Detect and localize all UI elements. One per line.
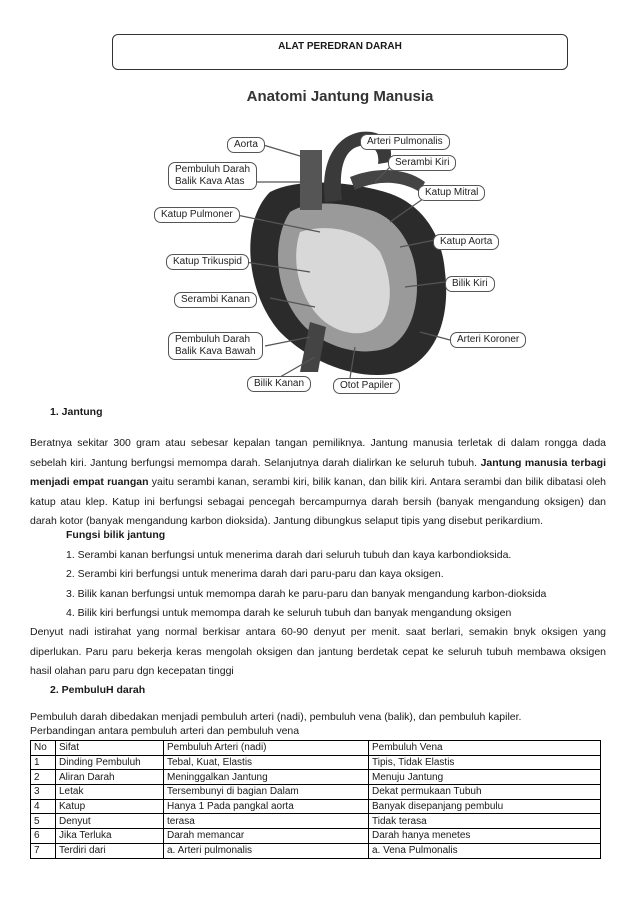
table-cell: Hanya 1 Pada pangkal aorta [164,799,369,814]
table-header-row [31,741,601,756]
table-row [31,770,601,785]
label-bilik-kanan: Bilik Kanan [247,376,311,392]
fungsi-heading: Fungsi bilik jantung [66,529,166,541]
fungsi-item: 4. Bilik kiri berfungsi untuk memompa darah ke seluruh tubuh dan banyak mengandung oksigen [66,607,512,619]
fungsi-item: 2. Serambi kiri berfungsi untuk menerima darah dari paru-paru dan kaya oksigen. [66,568,444,580]
table-cell: Jika Terluka [56,829,164,844]
label-katup-mitral: Katup Mitral [418,185,485,201]
label-pembuluh-kava-atas-line2: Balik Kava Atas [175,176,245,187]
table-cell: a. Vena Pulmonalis [369,843,601,858]
table-cell: Terdiri dari [56,843,164,858]
heart-anatomy-figure [150,82,530,398]
table-cell: Katup [56,799,164,814]
table-row [31,843,601,858]
table-cell: Tebal, Kuat, Elastis [164,755,369,770]
para1-text-a: Beratnya sekitar 300 gram atau sebesar kepalan tangan pemiliknya. Jantung manusia terletak di dalam rongga dada sebelah kiri. Jantung berfungsi memompa darah. Selanjutnya darah dialirkan ke seluruh tubuh. [30,437,606,469]
table-cell: Meninggalkan Jantung [164,770,369,785]
table-cell: Darah hanya menetes [369,829,601,844]
table-cell: Tersembunyi di bagian Dalam [164,785,369,800]
label-serambi-kiri: Serambi Kiri [388,155,456,171]
label-katup-pulmoner: Katup Pulmoner [154,207,240,223]
section-2-intro-line2: Perbandingan antara pembuluh arteri dan pembuluh vena [30,725,300,737]
figure-title: Anatomi Jantung Manusia [246,88,434,105]
table-cell: Dinding Pembuluh [56,755,164,770]
label-pembuluh-kava-bawah-line2: Balik Kava Bawah [175,346,256,357]
label-serambi-kanan: Serambi Kanan [174,292,257,308]
fungsi-item: 1. Serambi kanan berfungsi untuk menerima darah dari seluruh tubuh dan kaya karbondioksida. [66,548,512,561]
table-row [31,814,601,829]
fungsi-item: 3. Bilik kanan berfungsi untuk memompa darah ke paru-paru dan banyak mengandung karbon-dioksida [66,587,547,600]
section-2-intro-line1: Pembuluh darah dibedakan menjadi pembuluh arteri (nadi), pembuluh vena (balik), dan pembuluh kapiler. [30,711,522,723]
table-cell: Menuju Jantung [369,770,601,785]
table-cell: 7 [31,843,56,858]
table-cell: Darah memancar [164,829,369,844]
label-katup-trikuspid: Katup Trikuspid [166,254,249,270]
para1-text-b: yaitu serambi kanan, serambi kiri, bilik kanan, dan bilik kiri. Antara serambi dan bilik dibatasi oleh katup atau klep. Katup ini berfungsi sebagai pencegah bercampurnya darah bersih (banyak mengandung oksigen) dan darah kotor (banyak mengandung karbon dioksida). Jantung dibungkus selaput tipis yang disebut perikardium. [30,476,606,527]
label-pembuluh-kava-atas-line1: Pembuluh Darah [175,164,251,175]
label-katup-aorta: Katup Aorta [433,234,499,250]
table-cell: 3 [31,785,56,800]
table-cell: Letak [56,785,164,800]
table-cell: 5 [31,814,56,829]
page-title: ALAT PEREDRAN DARAH [278,41,402,52]
table-cell: 2 [31,770,56,785]
label-bilik-kiri: Bilik Kiri [445,276,495,292]
table-header-cell: Pembuluh Arteri (nadi) [164,741,369,756]
table-cell: a. Arteri pulmonalis [164,843,369,858]
section-2-heading: 2. PembuluH darah [50,684,146,696]
label-arteri-koroner: Arteri Koroner [450,332,526,348]
table-cell: Aliran Darah [56,770,164,785]
table-row [31,799,601,814]
table-cell: Banyak disepanjang pembulu [369,799,601,814]
table-cell: Dekat permukaan Tubuh [369,785,601,800]
table-row [31,785,601,800]
label-pembuluh-kava-atas [168,162,257,190]
section-1-heading: 1. Jantung [50,406,103,418]
table-cell: 4 [31,799,56,814]
table-row [31,755,601,770]
table-header-cell: Pembuluh Vena [369,741,601,756]
title-box [112,34,568,70]
section-1-paragraph-2: Denyut nadi istirahat yang normal berkisar antara 60-90 denyut per menit. saat berlari, semakin bnyk oksigen yang diperlukan. Paru paru bekerja keras mengolah oksigen dan jantung berdetak cepat ke seluruh tubuh membawa oksigen hasil olahan paru paru dgn kecepatan tinggi [30,626,606,677]
table-cell: terasa [164,814,369,829]
label-aorta: Aorta [227,137,265,153]
comparison-table [30,740,601,859]
section-1-paragraph-1 [30,434,606,532]
table-header-cell: Sifat [56,741,164,756]
fungsi-list [66,526,546,624]
table-row [31,829,601,844]
section-2-intro [30,710,606,738]
table-header-cell: No [31,741,56,756]
table-cell: Denyut [56,814,164,829]
label-pembuluh-kava-bawah-line1: Pembuluh Darah [175,334,251,345]
table-cell: 6 [31,829,56,844]
table-cell: 1 [31,755,56,770]
para1-text-bold: Jantung manusia terbagi menjadi empat ruangan [30,456,606,488]
table-cell: Tidak terasa [369,814,601,829]
label-pembuluh-kava-bawah [168,332,263,360]
table-cell: Tipis, Tidak Elastis [369,755,601,770]
label-arteri-pulmonalis: Arteri Pulmonalis [360,134,450,150]
label-otot-papiler: Otot Papiler [333,378,400,394]
